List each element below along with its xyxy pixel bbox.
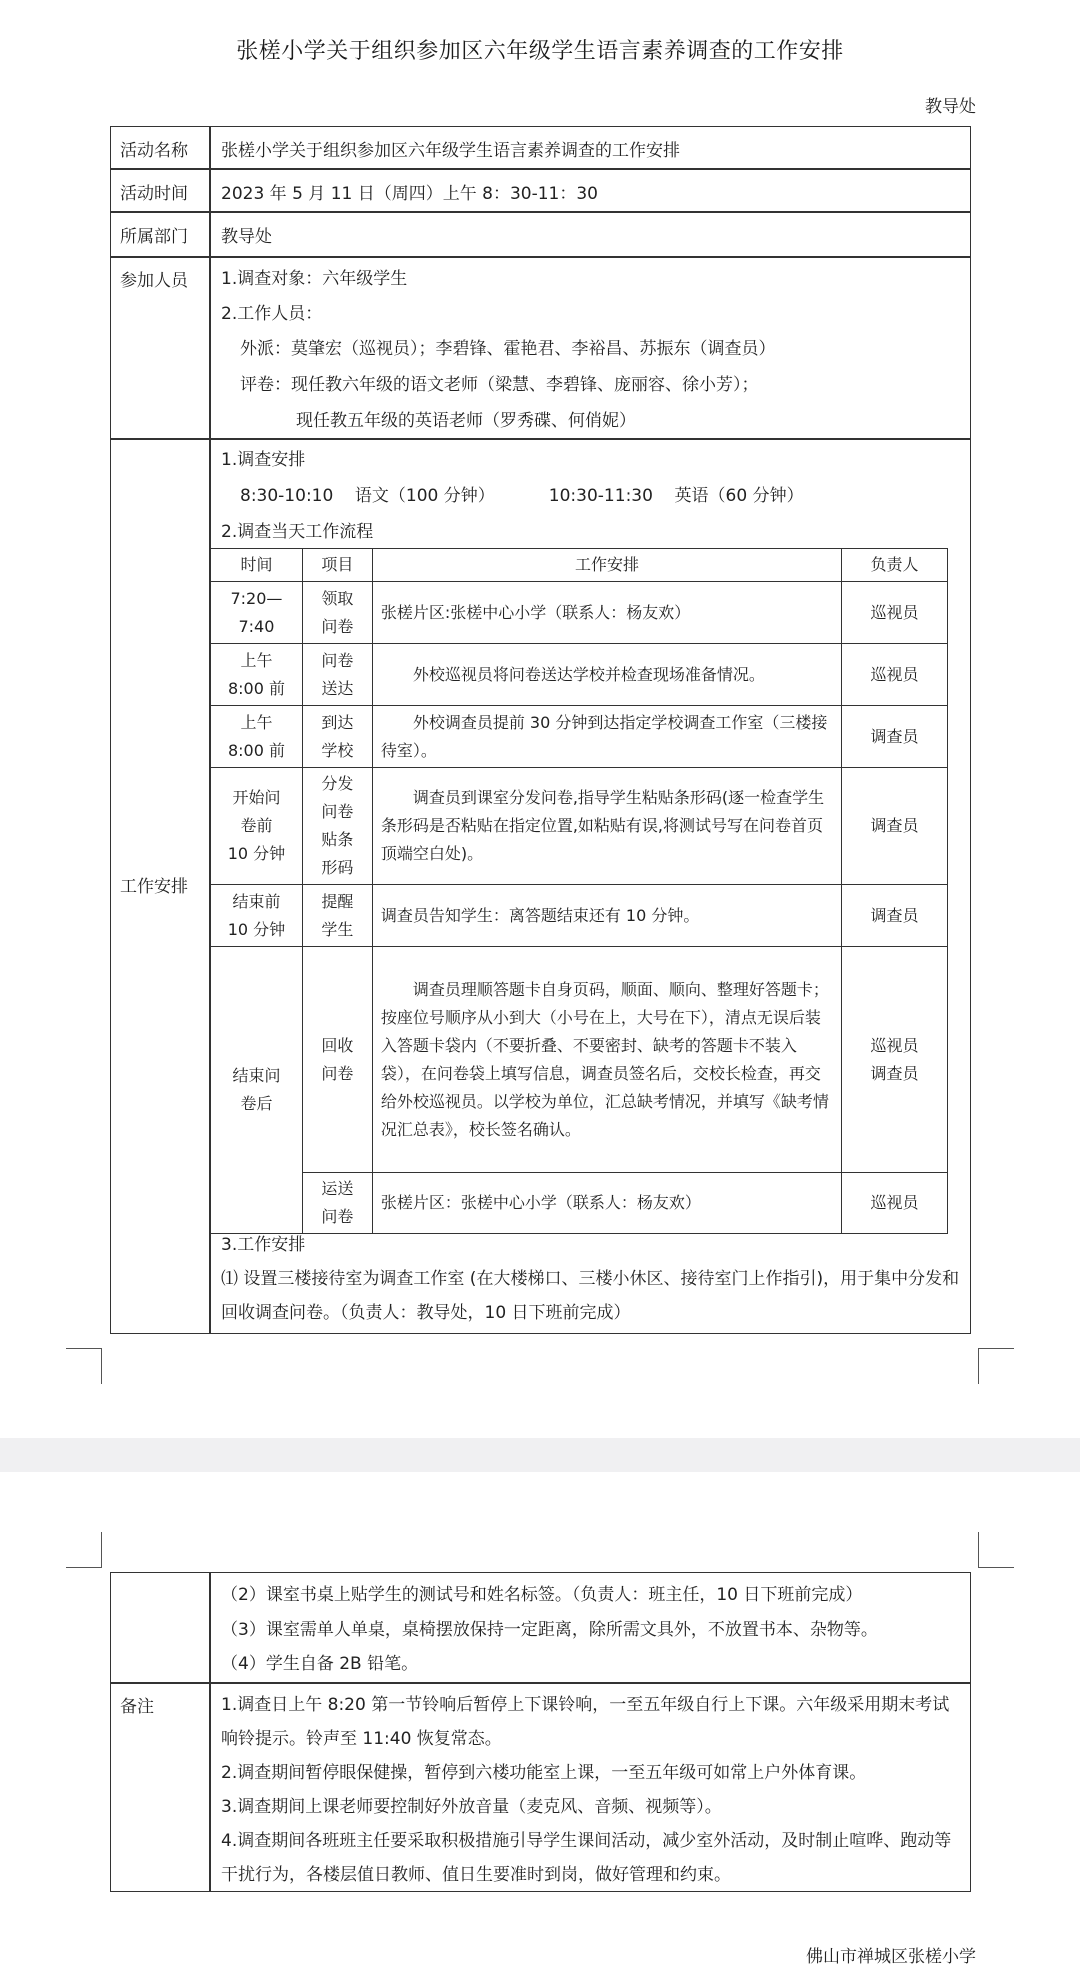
flow-row-item: 运送 问卷 bbox=[302, 1173, 372, 1234]
flow-row-time: 结束前 10 分钟 bbox=[211, 885, 303, 947]
flow-header-owner: 负责人 bbox=[842, 549, 948, 582]
activity-name-label: 活动名称 bbox=[120, 141, 188, 161]
flow-row-task: 外校巡视员将问卷送达学校并检查现场准备情况。 bbox=[372, 644, 841, 706]
participants-line-4: 评卷：现任教六年级的语文老师（梁慧、李碧锋、庞丽容、徐小芳）； bbox=[240, 375, 759, 395]
flow-table bbox=[210, 548, 948, 1234]
footer-school: 佛山市禅城区张槎小学 bbox=[806, 1947, 976, 1967]
flow-row-time: 上午 8:00 前 bbox=[211, 644, 303, 706]
participants-line-1: 1.调查对象：六年级学生 bbox=[221, 269, 408, 289]
arrangement-item-2: （2）课室书桌上贴学生的测试号和姓名标签。（负责人：班主任，10 日下班前完成） bbox=[221, 1585, 863, 1605]
flow-row-time: 结束问 卷后 bbox=[211, 947, 303, 1234]
participants-label: 参加人员 bbox=[120, 271, 188, 291]
flow-row-time: 开始问 卷前 10 分钟 bbox=[211, 768, 303, 885]
document-page-2 bbox=[0, 1472, 1080, 1970]
flow-row-owner: 调查员 bbox=[842, 768, 948, 885]
flow-row-item: 提醒 学生 bbox=[302, 885, 372, 947]
schedule-line: 8:30-10:10 语文（100 分钟） 10:30-11:30 英语（60 分钟） bbox=[240, 486, 804, 506]
flow-row-owner: 巡视员 bbox=[842, 1173, 948, 1234]
note-item: 3.调查期间上课老师要控制好外放音量（麦克风、音频、视频等）。 bbox=[221, 1797, 722, 1817]
flow-title: 2.调查当天工作流程 bbox=[221, 522, 374, 542]
flow-row-time: 上午 8:00 前 bbox=[211, 706, 303, 768]
flow-row-task: 张槎片区：张槎中心小学（联系人：杨友欢） bbox=[372, 1173, 841, 1234]
schedule-title: 1.调查安排 bbox=[221, 450, 306, 470]
flow-row-task: 外校调查员提前 30 分钟到达指定学校调查工作室（三楼接待室）。 bbox=[372, 706, 841, 768]
arrangement-item-3: （3）课室需单人单桌，桌椅摆放保持一定距离，除所需文具外，不放置书本、杂物等。 bbox=[221, 1620, 878, 1640]
note-item: 4.调查期间各班班主任要采取积极措施引导学生课间活动，减少室外活动，及时制止喧哗、跑动等干扰行为，各楼层值日教师、值日生要准时到岗，做好管理和约束。 bbox=[221, 1831, 952, 1885]
arrangement-item-1: ⑴ 设置三楼接待室为调查工作室 (在大楼梯口、三楼小休区、接待室门上作指引)，用于集中分发和回收调查问卷。（负责人：教导处，10 日下班前完成） bbox=[221, 1269, 960, 1323]
flow-header-item: 项目 bbox=[302, 549, 372, 582]
flow-header-time: 时间 bbox=[211, 549, 303, 582]
arrangement-item-4: （4）学生自备 2B 铅笔。 bbox=[221, 1654, 419, 1674]
flow-row-time: 7:20— 7:40 bbox=[211, 582, 303, 644]
participants-line-5: 现任教五年级的英语老师（罗秀碟、何俏妮） bbox=[296, 411, 636, 431]
activity-name-value: 张槎小学关于组织参加区六年级学生语言素养调查的工作安排 bbox=[221, 141, 680, 161]
arrangement-title: 3.工作安排 bbox=[221, 1235, 306, 1255]
department-value: 教导处 bbox=[221, 227, 272, 247]
flow-row-owner: 调查员 bbox=[842, 706, 948, 768]
flow-row-item: 到达 学校 bbox=[302, 706, 372, 768]
participants-line-2: 2.工作人员： bbox=[221, 304, 323, 324]
activity-time-value: 2023 年 5 月 11 日（周四）上午 8：30-11：30 bbox=[221, 184, 598, 204]
issuer-label: 教导处 bbox=[925, 97, 976, 117]
flow-row-owner: 调查员 bbox=[842, 885, 948, 947]
note-item: 2.调查期间暂停眼保健操，暂停到六楼功能室上课，一至五年级可如常上户外体育课。 bbox=[221, 1763, 867, 1783]
department-label: 所属部门 bbox=[120, 227, 188, 247]
notes-label: 备注 bbox=[120, 1697, 154, 1717]
flow-row-task: 张槎片区:张槎中心小学（联系人：杨友欢） bbox=[372, 582, 841, 644]
activity-time-label: 活动时间 bbox=[120, 184, 188, 204]
flow-row-item: 回收 问卷 bbox=[302, 947, 372, 1173]
flow-row-owner: 巡视员 调查员 bbox=[842, 947, 948, 1173]
document-title: 张槎小学关于组织参加区六年级学生语言素养调查的工作安排 bbox=[236, 39, 844, 64]
flow-row-item: 领取 问卷 bbox=[302, 582, 372, 644]
flow-row-task: 调查员理顺答题卡自身页码，顺面、顺向、整理好答题卡；按座位号顺序从小到大（小号在上，大号在下），清点无误后装入答题卡袋内（不要折叠、不要密封、缺考的答题卡不装入袋），在问卷袋上填写信息，调查员签名后，交校长检查，再交给外校巡视员。以学校为单位，汇总缺考情况，并填写《缺考情况汇总表》，校长签名确认。 bbox=[372, 947, 841, 1173]
flow-row-task: 调查员到课室分发问卷,指导学生粘贴条形码(逐一检查学生条形码是否粘贴在指定位置,如粘贴有误,将测试号写在问卷首页顶端空白处)。 bbox=[372, 768, 841, 885]
flow-header-task: 工作安排 bbox=[372, 549, 841, 582]
flow-row-task: 调查员告知学生：离答题结束还有 10 分钟。 bbox=[372, 885, 841, 947]
note-item: 1.调查日上午 8:20 第一节铃响后暂停上下课铃响，一至五年级自行上下课。六年级采用期末考试响铃提示。铃声至 11:40 恢复常态。 bbox=[221, 1695, 950, 1749]
flow-row-item: 分发 问卷 贴条 形码 bbox=[302, 768, 372, 885]
participants-line-3: 外派：莫肇宏（巡视员）；李碧锋、霍艳君、李裕昌、苏振东（调查员） bbox=[240, 339, 776, 359]
flow-row-owner: 巡视员 bbox=[842, 644, 948, 706]
work-arrangement-label: 工作安排 bbox=[120, 877, 188, 897]
flow-row-owner: 巡视员 bbox=[842, 582, 948, 644]
flow-row-item: 问卷 送达 bbox=[302, 644, 372, 706]
notes-list bbox=[221, 1688, 966, 1892]
page-gap bbox=[0, 1438, 1080, 1472]
